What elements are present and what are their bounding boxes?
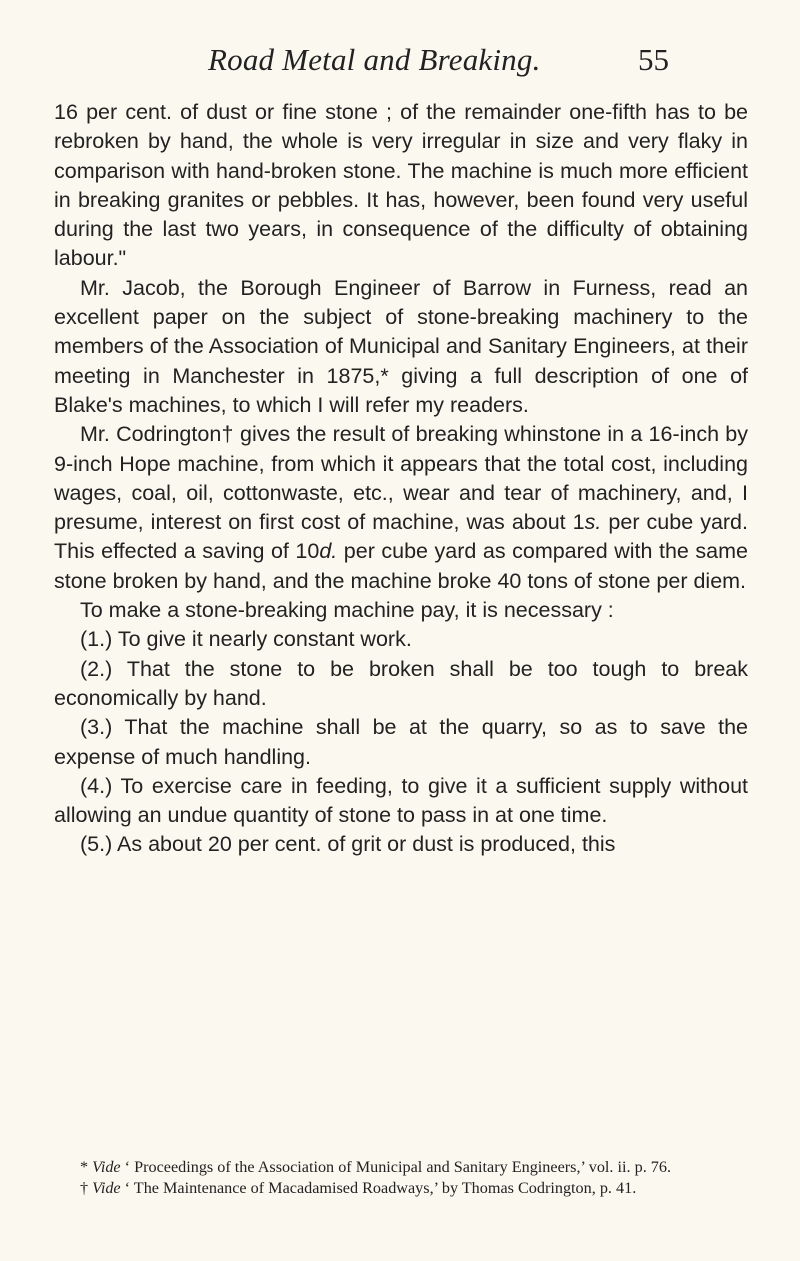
paragraph-codrington-text-b: per cube yard. This effected a saving of 10 — [54, 510, 748, 564]
list-item: (3.) That the machine shall be at the quarry, so as to save the expense of much handling. — [54, 715, 748, 769]
paragraph-requirements: To make a stone-breaking machine pay, it is necessary : — [80, 598, 614, 623]
footnote-1-text: ‘ Proceedings of the Association of Municipal and Sanitary Engineers,’ vol. ii. p. 76. — [120, 1158, 672, 1176]
list-item: (2.) That the stone to be broken shall be too tough to break economically by hand. — [54, 656, 748, 710]
running-head — [0, 42, 800, 92]
list-item: (1.) To give it nearly constant work. — [80, 627, 412, 652]
footnote-2-text: ‘ The Maintenance of Macadamised Roadways,’ by Thomas Codrington, p. 41. — [120, 1179, 637, 1197]
footnote-1-mark: * — [80, 1158, 93, 1176]
paragraph-codrington-text-a: Mr. Codrington† gives the result of breaking whinstone in a 16-inch by 9-inch Hope machine, from which it appears that the total cost, including wages, coal, oil, cottonwaste, etc., wear and tear of machinery, and, I presume, interest on first cost of machine, was about 1 — [54, 422, 748, 535]
paragraph-jacob: Mr. Jacob, the Borough Engineer of Barrow in Furness, read an excellent paper on the subject of stone-breaking machinery to the members of the Association of Municipal and Sanitary Engineers, at their meeting in Manchester in 1875,* giving a full description of one of Blake's machines, to which I will refer my readers. — [54, 275, 748, 417]
page-number: 55 — [638, 42, 669, 77]
pence-abbrev: d. — [319, 539, 338, 564]
footnote-2 — [54, 1178, 748, 1199]
paragraph-codrington-text-c: per cube yard as compared with the same stone broken by hand, and the machine broke 40 tons of stone per diem. — [54, 539, 748, 593]
list-item: (5.) As about 20 per cent. of grit or dust is produced, this — [80, 832, 616, 857]
body-text — [54, 98, 748, 860]
list-item: (4.) To exercise care in feeding, to give it a sufficient supply without allowing an undue quantity of stone to pass in at one time. — [54, 773, 748, 828]
footnotes — [54, 1157, 748, 1199]
footnote-2-vide: Vide — [92, 1179, 121, 1197]
shilling-abbrev: s. — [584, 510, 602, 535]
footnote-1 — [54, 1157, 748, 1178]
footnote-1-vide: Vide — [92, 1158, 121, 1176]
footnote-2-mark: † — [80, 1179, 93, 1197]
paragraph-continuation: 16 per cent. of dust or fine stone ; of the remainder one-fifth has to be rebroken by hand, the whole is very irregular in size and very flaky in comparison with hand-broken stone. The machine is much more efficient in breaking granites or pebbles. It has, however, been found very useful during the last two years, in consequence of the difficulty of obtaining labour." — [54, 100, 748, 271]
paragraph-codrington — [54, 420, 748, 596]
running-title: Road Metal and Breaking. — [208, 42, 541, 77]
